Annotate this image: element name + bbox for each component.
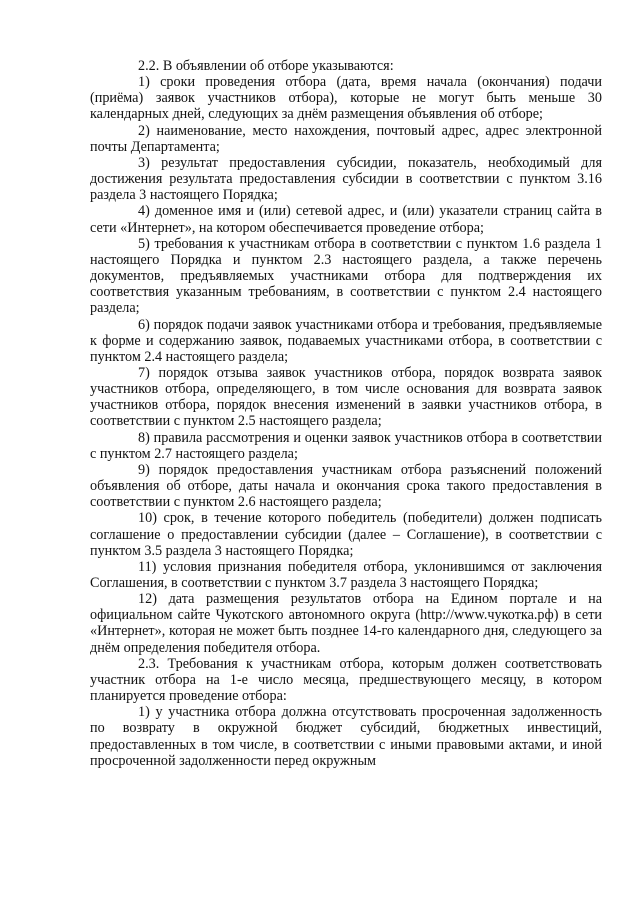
document-page xyxy=(90,58,602,769)
list-item-5: 5) требования к участникам отбора в соответствии с пунктом 1.6 раздела 1 настоящего Порядка и пунктом 2.3 настоящего раздела, а также перечень документов, предъявляемых участниками отбора для подтверждения их соответствия указанным требованиям, в соответствии с пунктом 2.4 настоящего раздела; xyxy=(90,235,602,317)
section-heading-2-3: 2.3. Требования к участникам отбора, которым должен соответствовать участник отбора на 1-е число месяца, предшествующего месяцу, в котором планируется проведение отбора: xyxy=(90,655,602,705)
section-heading-2-2: 2.2. В объявлении об отборе указываются: xyxy=(138,58,394,74)
list-item-7: 7) порядок отзыва заявок участников отбора, порядок возврата заявок участников отбора, определяющего, в том числе основания для возврата заявок участников отбора, порядок внесения изменений в заявки участников отбора, в соответствии с пунктом 2.5 настоящего раздела; xyxy=(90,364,602,430)
list-item-4: 4) доменное имя и (или) сетевой адрес, и (или) указатели страниц сайта в сети «Интернет», на котором обеспечивается проведение отбора; xyxy=(90,203,602,236)
list-item-11: 11) условия признания победителя отбора, уклонившимся от заключения Соглашения, в соответствии с пунктом 3.7 раздела 3 настоящего Порядка; xyxy=(90,558,602,591)
list-item-12: 12) дата размещения результатов отбора на Едином портале и на официальном сайте Чукотского автономного округа (http://www.чукотка.рф) в сети «Интернет», которая не может быть позднее 14-го календарного дня, следующего за днём определения победителя отбора. xyxy=(90,591,602,656)
list-item-1: 1) сроки проведения отбора (дата, время начала (окончания) подачи (приёма) заявок участников отбора), которые не могут быть меньше 30 календарных дней, следующих за днём размещения объявления об отборе; xyxy=(90,74,602,123)
list-item-2: 2) наименование, место нахождения, почтовый адрес, адрес электронной почты Департамента; xyxy=(90,122,602,155)
list-item-9: 9) порядок предоставления участникам отбора разъяснений положений объявления об отборе, даты начала и окончания срока такого предоставления в соответствии с пунктом 2.6 настоящего раздела; xyxy=(90,461,602,511)
list-item-10: 10) срок, в течение которого победитель (победители) должен подписать соглашение о предоставлении субсидии (далее – Соглашение), в соответствии с пунктом 3.5 раздела 3 настоящего Порядка; xyxy=(90,510,602,559)
list-item-8: 8) правила рассмотрения и оценки заявок участников отбора в соответствии с пунктом 2.7 настоящего раздела; xyxy=(90,429,602,462)
list-item-6: 6) порядок подачи заявок участниками отбора и требования, предъявляемые к форме и содержанию заявок, подаваемых участниками отбора, в соответствии с пунктом 2.4 настоящего раздела; xyxy=(90,316,602,365)
requirement-item-1: 1) у участника отбора должна отсутствовать просроченная задолженность по возврату в окружной бюджет субсидий, бюджетных инвестиций, предоставленных в том числе, в соответствии с иными правовыми актами, и иной просроченной задолженности перед окружным xyxy=(90,704,602,769)
list-item-3: 3) результат предоставления субсидии, показатель, необходимый для достижения результата предоставления субсидии в соответствии с пунктом 3.16 раздела 3 настоящего Порядка; xyxy=(90,154,602,204)
